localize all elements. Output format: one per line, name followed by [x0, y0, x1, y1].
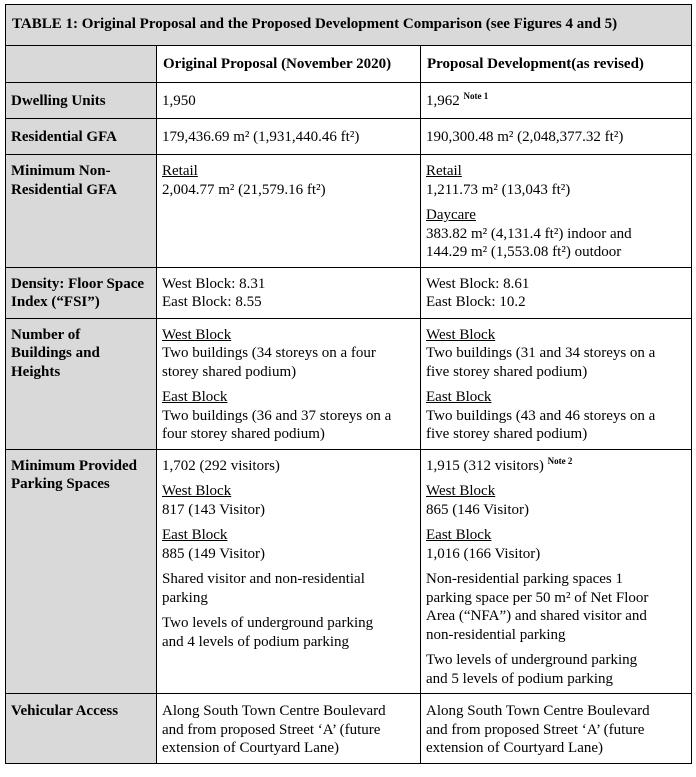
cell-value: Two levels of underground parking: [426, 652, 638, 668]
cell-value: non-residential parking: [426, 626, 566, 643]
revised-cell: [421, 155, 692, 268]
cell-value: East Block: 10.2: [426, 294, 526, 310]
cell-value: parking: [162, 589, 208, 606]
revised-cell: [421, 83, 692, 119]
cell-value: parking space per 50 m² of Net Floor: [426, 589, 649, 606]
cell-value: West Block: 8.61: [426, 275, 530, 292]
row-label-line: Number of: [11, 326, 81, 343]
row-non-residential-gfa: [6, 155, 692, 268]
row-label-line: Heights: [11, 363, 61, 380]
cell-value: 1,211.73 m² (13,043 ft²): [426, 181, 571, 198]
cell-value: Along South Town Centre Boulevard: [162, 703, 386, 719]
cell-value: 817 (143 Visitor): [162, 501, 265, 518]
row-label: [6, 449, 157, 694]
cell-value: and 4 levels of podium parking: [162, 633, 350, 650]
cell-value: extension of Courtyard Lane): [426, 740, 604, 756]
cell-value: 885 (149 Visitor): [162, 545, 265, 562]
row-vehicular-access: [6, 694, 692, 764]
cell-value: and from proposed Street ‘A’ (future: [162, 721, 381, 738]
cell-value: Two buildings (31 and 34 storeys on a: [426, 345, 656, 361]
revised-cell: [421, 449, 692, 694]
cell-value: and 5 levels of podium parking: [426, 670, 614, 687]
subheading: West Block: [162, 326, 232, 343]
original-value: 179,436.69 m² (1,931,440.46 ft²): [157, 119, 421, 155]
cell-value: 2,004.77 m² (21,579.16 ft²): [162, 181, 326, 198]
row-label-line: Index (“FSI”): [11, 294, 100, 310]
cell-value: Area (“NFA”) and shared visitor and: [426, 608, 647, 624]
cell-value: East Block: 8.55: [162, 294, 262, 310]
revised-total: 1,915 (312 visitors): [426, 457, 544, 474]
subheading: West Block: [162, 483, 232, 499]
cell-value: 1,702 (292 visitors): [162, 457, 280, 474]
subheading: East Block: [426, 389, 492, 405]
cell-value: Non-residential parking spaces 1: [426, 571, 624, 587]
cell-value: four storey shared podium): [162, 426, 325, 442]
cell-value: West Block: 8.31: [162, 275, 266, 292]
cell-value: five storey shared podium): [426, 363, 588, 380]
row-label-line: Buildings and: [11, 345, 100, 361]
cell-value: five storey shared podium): [426, 426, 588, 442]
table-title-row: [6, 5, 692, 46]
row-label-line: Parking Spaces: [11, 476, 110, 492]
row-parking-spaces: [6, 449, 692, 694]
row-label: [6, 267, 157, 318]
cell-value: 383.82 m² (4,131.4 ft²) indoor and: [426, 225, 632, 242]
cell-value: storey shared podium): [162, 363, 297, 380]
original-cell: [157, 449, 421, 694]
revised-value: 190,300.48 m² (2,048,377.32 ft²): [421, 119, 692, 155]
row-label: Dwelling Units: [6, 83, 157, 119]
row-label-line: Density: Floor Space: [11, 275, 145, 292]
cell-value: Shared visitor and non-residential: [162, 571, 365, 587]
revised-cell: [421, 318, 692, 449]
row-dwelling-units: [6, 83, 692, 119]
original-cell: [157, 694, 421, 764]
row-label-line: Minimum Non-: [11, 163, 111, 179]
row-buildings-heights: [6, 318, 692, 449]
revised-cell: [421, 694, 692, 764]
subheading: East Block: [162, 389, 228, 405]
subheading: Retail: [162, 163, 198, 179]
original-cell: [157, 155, 421, 268]
cell-value: and from proposed Street ‘A’ (future: [426, 721, 645, 738]
subheading: West Block: [426, 326, 496, 343]
cell-value: Two buildings (36 and 37 storeys on a: [162, 407, 392, 424]
row-label: [6, 155, 157, 268]
row-density: [6, 267, 692, 318]
original-cell: [157, 318, 421, 449]
original-cell: [157, 267, 421, 318]
cell-value: [426, 457, 686, 476]
cell-value: 1,016 (166 Visitor): [426, 545, 541, 562]
revised-value: 1,962: [426, 93, 460, 109]
cell-value: Along South Town Centre Boulevard: [426, 703, 650, 719]
original-value: 1,950: [157, 83, 421, 119]
cell-value: 865 (146 Visitor): [426, 501, 529, 518]
cell-value: Two buildings (34 storeys on a four: [162, 345, 376, 361]
subheading: West Block: [426, 483, 496, 499]
subheading: East Block: [162, 527, 228, 543]
cell-value: 144.29 m² (1,553.08 ft²) outdoor: [426, 244, 622, 260]
comparison-table: [5, 4, 692, 764]
row-label-line: Residential GFA: [11, 181, 117, 198]
row-label-line: Minimum Provided: [11, 457, 137, 474]
header-original: Original Proposal (November 2020): [157, 45, 421, 83]
row-label: Vehicular Access: [6, 694, 157, 764]
row-residential-gfa: [6, 119, 692, 155]
table-header-row: [6, 45, 692, 83]
row-label: [6, 318, 157, 449]
header-revised: Proposal Development(as revised): [421, 45, 692, 83]
note-reference: Note 1: [463, 91, 489, 101]
header-blank-cell: [6, 45, 157, 83]
row-label: Residential GFA: [6, 119, 157, 155]
cell-value: Two buildings (43 and 46 storeys on a: [426, 407, 656, 424]
table-title: TABLE 1: Original Proposal and the Proposed Development Comparison (see Figures 4 and 5): [6, 5, 692, 46]
subheading: East Block: [426, 527, 492, 543]
subheading: Daycare: [426, 207, 476, 223]
revised-cell: [421, 267, 692, 318]
subheading: Retail: [426, 163, 462, 179]
cell-value: Two levels of underground parking: [162, 615, 374, 631]
cell-value: extension of Courtyard Lane): [162, 740, 340, 756]
note-reference: Note 2: [547, 455, 573, 466]
